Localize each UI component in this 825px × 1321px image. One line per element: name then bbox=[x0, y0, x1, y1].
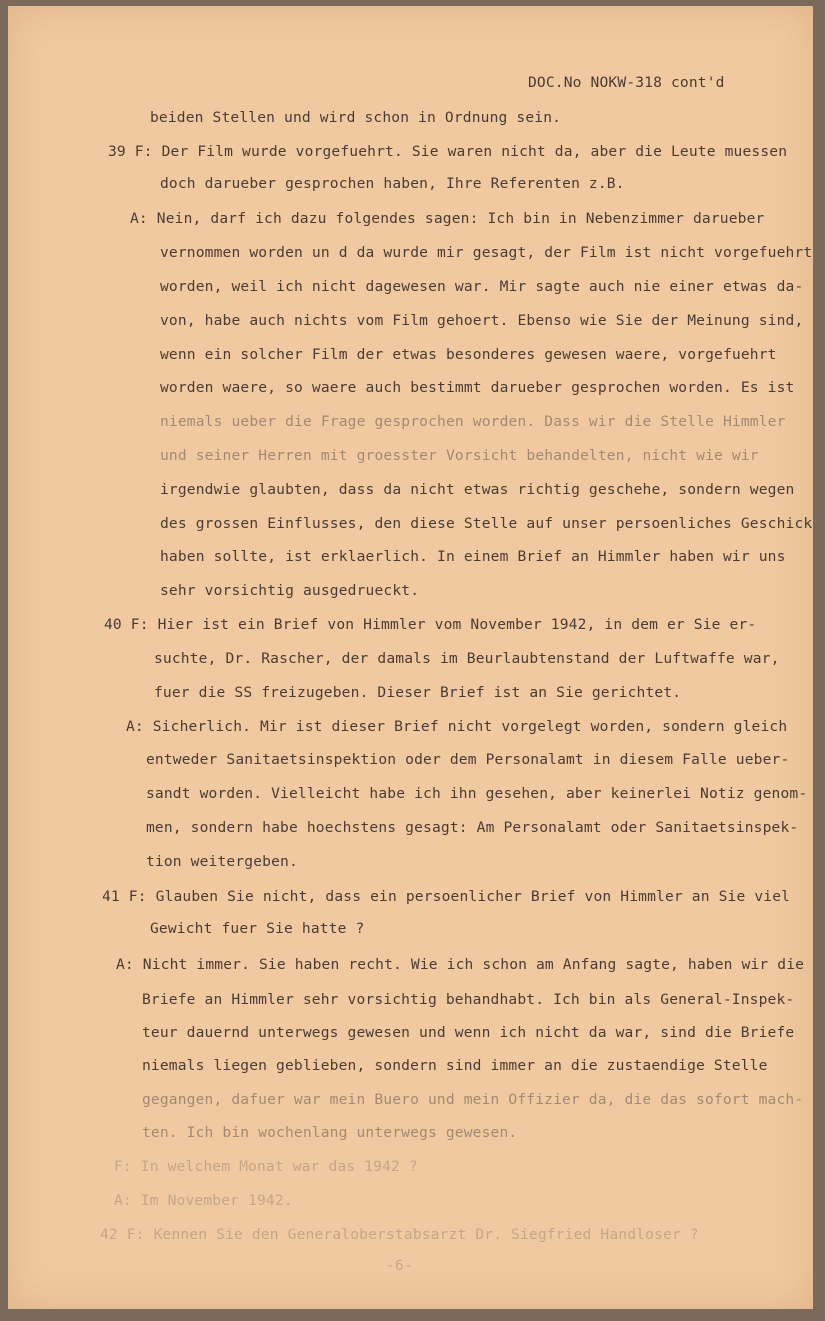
question-42-line: 42 F: Kennen Sie den Generaloberstabsarzt Dr. Siegfried Handloser ? bbox=[100, 1226, 699, 1243]
text-line: fuer die SS freizugeben. Dieser Brief ist an Sie gerichtet. bbox=[154, 684, 682, 701]
text-line: gegangen, dafuer war mein Buero und mein Offizier da, die das sofort mach- bbox=[142, 1091, 804, 1108]
text-line: worden waere, so waere auch bestimmt darueber gesprochen worden. Es ist bbox=[160, 379, 795, 396]
question-41-line: 41 F: Glauben Sie nicht, dass ein persoenlicher Brief von Himmler an Sie viel bbox=[102, 888, 791, 905]
text-line: sandt worden. Vielleicht habe ich ihn gesehen, aber keinerlei Notiz genom- bbox=[146, 785, 808, 802]
answer-line-faded: A: Im November 1942. bbox=[114, 1192, 293, 1209]
page-number: -6- bbox=[386, 1257, 413, 1274]
text-line: und seiner Herren mit groesster Vorsicht behandelten, nicht wie wir bbox=[160, 447, 759, 464]
text-line: von, habe auch nichts vom Film gehoert. Ebenso wie Sie der Meinung sind, bbox=[160, 312, 804, 329]
answer-41-line: A: Nicht immer. Sie haben recht. Wie ich schon am Anfang sagte, haben wir die bbox=[116, 956, 805, 973]
text-line: doch darueber gesprochen haben, Ihre Referenten z.B. bbox=[160, 175, 625, 192]
text-line: des grossen Einflusses, den diese Stelle auf unser persoenliches Geschick bbox=[160, 515, 813, 532]
text-line: beiden Stellen und wird schon in Ordnung sein. bbox=[150, 109, 562, 126]
text-line: niemals ueber die Frage gesprochen worden. Dass wir die Stelle Himmler bbox=[160, 413, 786, 430]
question-40-line: 40 F: Hier ist ein Brief von Himmler vom November 1942, in dem er Sie er- bbox=[104, 616, 757, 633]
text-line: wenn ein solcher Film der etwas besonderes gewesen waere, vorgefuehrt bbox=[160, 346, 777, 363]
question-line-faded: F: In welchem Monat war das 1942 ? bbox=[114, 1158, 418, 1175]
text-line: irgendwie glaubten, dass da nicht etwas richtig geschehe, sondern wegen bbox=[160, 481, 795, 498]
question-39-line: 39 F: Der Film wurde vorgefuehrt. Sie waren nicht da, aber die Leute muessen bbox=[108, 143, 788, 160]
document-reference: DOC.No NOKW-318 cont'd bbox=[528, 74, 725, 91]
text-line: tion weitergeben. bbox=[146, 853, 298, 870]
text-line: suchte, Dr. Rascher, der damals im Beurlaubtenstand der Luftwaffe war, bbox=[154, 650, 780, 667]
answer-39-line: A: Nein, darf ich dazu folgendes sagen: Ich bin in Nebenzimmer darueber bbox=[130, 210, 765, 227]
text-line: vernommen worden un d da wurde mir gesagt, der Film ist nicht vorgefuehrt bbox=[160, 244, 813, 261]
text-line: ten. Ich bin wochenlang unterwegs gewesen. bbox=[142, 1124, 518, 1141]
text-line: niemals liegen geblieben, sondern sind immer an die zustaendige Stelle bbox=[142, 1057, 768, 1074]
document-page bbox=[8, 6, 813, 1309]
text-line: teur dauernd unterwegs gewesen und wenn ich nicht da war, sind die Briefe bbox=[142, 1024, 795, 1041]
text-line: entweder Sanitaetsinspektion oder dem Personalamt in diesem Falle ueber- bbox=[146, 751, 790, 768]
text-line: sehr vorsichtig ausgedrueckt. bbox=[160, 582, 420, 599]
answer-40-line: A: Sicherlich. Mir ist dieser Brief nicht vorgelegt worden, sondern gleich bbox=[126, 718, 788, 735]
text-line: Gewicht fuer Sie hatte ? bbox=[150, 920, 365, 937]
text-line: men, sondern habe hoechstens gesagt: Am Personalamt oder Sanitaetsinspek- bbox=[146, 819, 799, 836]
text-line: Briefe an Himmler sehr vorsichtig behandhabt. Ich bin als General-Inspek- bbox=[142, 991, 795, 1008]
text-line: haben sollte, ist erklaerlich. In einem Brief an Himmler haben wir uns bbox=[160, 548, 786, 565]
text-line: worden, weil ich nicht dagewesen war. Mir sagte auch nie einer etwas da- bbox=[160, 278, 804, 295]
